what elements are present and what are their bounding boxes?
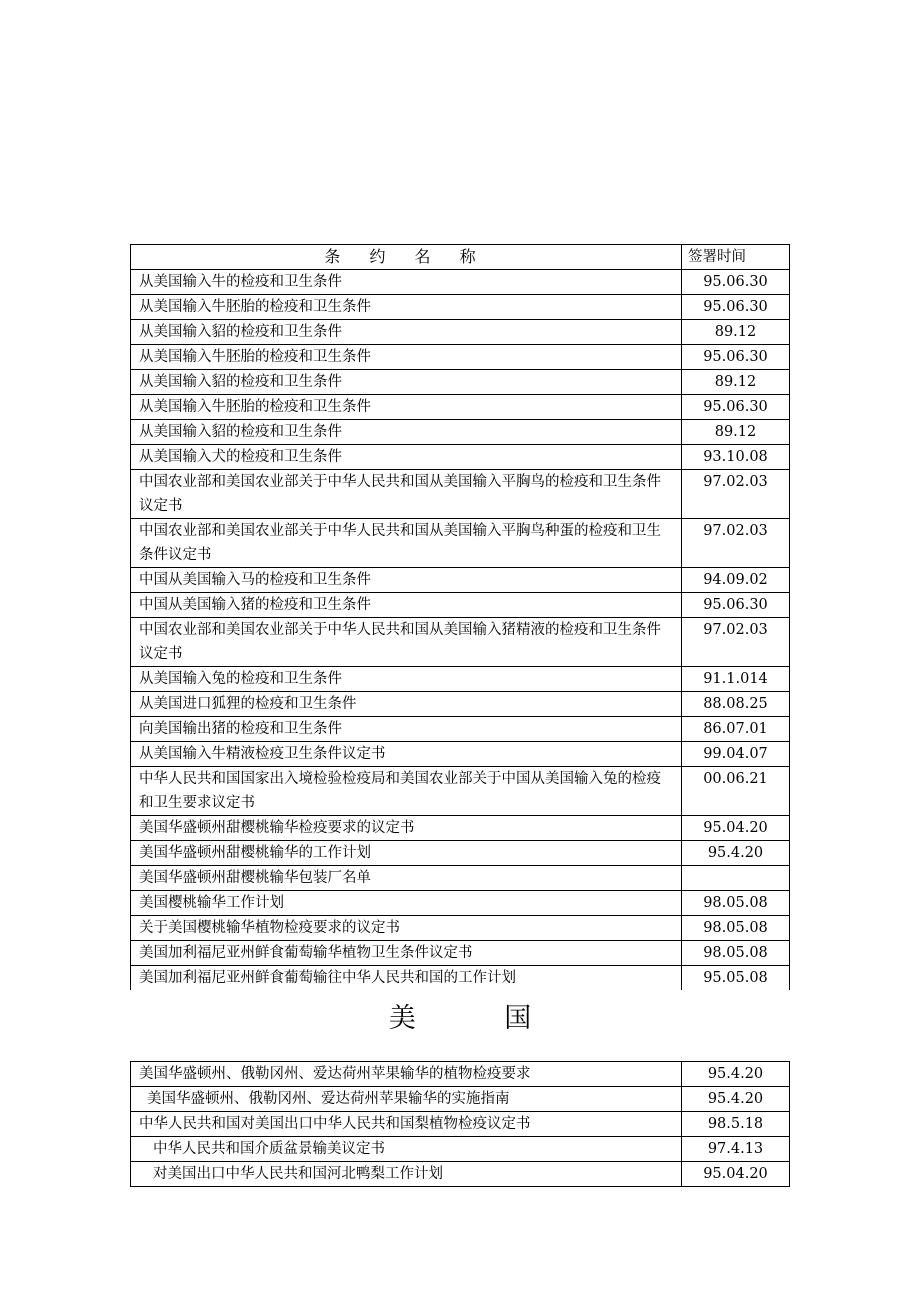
treaty-name-cell: 中华人民共和国介质盆景输美议定书 xyxy=(131,1137,682,1162)
table-row xyxy=(131,345,790,370)
signing-date-cell: 95.05.08 xyxy=(682,966,790,991)
table-row xyxy=(131,916,790,941)
table-row xyxy=(131,866,790,891)
table-row xyxy=(131,320,790,345)
table-row xyxy=(131,618,790,667)
table-row xyxy=(131,445,790,470)
signing-date-cell: 95.06.30 xyxy=(682,295,790,320)
signing-date-cell: 97.4.13 xyxy=(682,1137,790,1162)
signing-date-cell: 93.10.08 xyxy=(682,445,790,470)
signing-date-cell: 89.12 xyxy=(682,370,790,395)
treaty-table-1 xyxy=(130,244,790,990)
table-row xyxy=(131,816,790,841)
signing-date-cell: 89.12 xyxy=(682,420,790,445)
table-row xyxy=(131,1087,790,1112)
column-header-name: 条 约 名 称 xyxy=(131,245,682,270)
treaty-name-cell: 中华人民共和国国家出入境检验检疫局和美国农业部关于中国从美国输入兔的检疫和卫生要求议定书 xyxy=(131,767,682,816)
table-row xyxy=(131,370,790,395)
table-row xyxy=(131,519,790,568)
signing-date-cell: 95.06.30 xyxy=(682,270,790,295)
signing-date-cell: 95.4.20 xyxy=(682,1087,790,1112)
treaty-name-cell: 从美国输入牛胚胎的检疫和卫生条件 xyxy=(131,345,682,370)
treaty-name-cell: 从美国进口狐狸的检疫和卫生条件 xyxy=(131,692,682,717)
column-header-date: 签署时间 xyxy=(682,245,790,270)
treaty-name-cell: 美国华盛顿州、俄勒冈州、爱达荷州苹果输华的实施指南 xyxy=(131,1087,682,1112)
treaty-name-cell: 从美国输入貂的检疫和卫生条件 xyxy=(131,370,682,395)
table-row xyxy=(131,1162,790,1187)
treaty-name-cell: 中华人民共和国对美国出口中华人民共和国梨植物检疫议定书 xyxy=(131,1112,682,1137)
treaty-name-cell: 对美国出口中华人民共和国河北鸭梨工作计划 xyxy=(131,1162,682,1187)
table-row xyxy=(131,1137,790,1162)
table-row xyxy=(131,420,790,445)
table-row xyxy=(131,667,790,692)
signing-date-cell: 95.06.30 xyxy=(682,345,790,370)
signing-date-cell: 99.04.07 xyxy=(682,742,790,767)
table-row xyxy=(131,270,790,295)
treaty-name-cell: 从美国输入貂的检疫和卫生条件 xyxy=(131,320,682,345)
signing-date-cell: 00.06.21 xyxy=(682,767,790,816)
signing-date-cell: 97.02.03 xyxy=(682,470,790,519)
treaty-name-cell: 从美国输入牛精液检疫卫生条件议定书 xyxy=(131,742,682,767)
signing-date-cell: 86.07.01 xyxy=(682,717,790,742)
table-row xyxy=(131,1062,790,1087)
treaty-table-1-body xyxy=(131,245,790,991)
signing-date-cell: 91.1.014 xyxy=(682,667,790,692)
treaty-name-cell: 美国加利福尼亚州鲜食葡萄输华植物卫生条件议定书 xyxy=(131,941,682,966)
signing-date-cell: 98.5.18 xyxy=(682,1112,790,1137)
treaty-name-cell: 美国华盛顿州甜樱桃输华的工作计划 xyxy=(131,841,682,866)
treaty-table-2 xyxy=(130,1061,790,1187)
table-row xyxy=(131,1112,790,1137)
table-row xyxy=(131,717,790,742)
table-row xyxy=(131,470,790,519)
signing-date-cell: 98.05.08 xyxy=(682,916,790,941)
treaty-name-cell: 向美国输出猪的检疫和卫生条件 xyxy=(131,717,682,742)
signing-date-cell: 88.08.25 xyxy=(682,692,790,717)
treaty-name-cell: 中国从美国输入猪的检疫和卫生条件 xyxy=(131,593,682,618)
signing-date-cell: 95.4.20 xyxy=(682,841,790,866)
table-row xyxy=(131,966,790,991)
treaty-name-cell: 中国从美国输入马的检疫和卫生条件 xyxy=(131,568,682,593)
treaty-name-cell: 中国农业部和美国农业部关于中华人民共和国从美国输入猪精液的检疫和卫生条件议定书 xyxy=(131,618,682,667)
treaty-name-cell: 中国农业部和美国农业部关于中华人民共和国从美国输入平胸鸟的检疫和卫生条件议定书 xyxy=(131,470,682,519)
signing-date-cell: 95.4.20 xyxy=(682,1062,790,1087)
treaty-name-cell: 美国华盛顿州、俄勒冈州、爱达荷州苹果输华的植物检疫要求 xyxy=(131,1062,682,1087)
treaty-name-cell: 关于美国樱桃输华植物检疫要求的议定书 xyxy=(131,916,682,941)
signing-date-cell xyxy=(682,866,790,891)
signing-date-cell: 95.04.20 xyxy=(682,816,790,841)
signing-date-cell: 94.09.02 xyxy=(682,568,790,593)
treaty-name-cell: 从美国输入兔的检疫和卫生条件 xyxy=(131,667,682,692)
table-row xyxy=(131,295,790,320)
treaty-name-cell: 从美国输入牛胚胎的检疫和卫生条件 xyxy=(131,395,682,420)
treaty-name-cell: 美国加利福尼亚州鲜食葡萄输往中华人民共和国的工作计划 xyxy=(131,966,682,991)
treaty-name-cell: 从美国输入牛的检疫和卫生条件 xyxy=(131,270,682,295)
signing-date-cell: 97.02.03 xyxy=(682,519,790,568)
signing-date-cell: 97.02.03 xyxy=(682,618,790,667)
table-row xyxy=(131,593,790,618)
treaty-table-2-body xyxy=(131,1062,790,1187)
signing-date-cell: 98.05.08 xyxy=(682,941,790,966)
treaty-name-cell: 美国华盛顿州甜樱桃输华包装厂名单 xyxy=(131,866,682,891)
table-row xyxy=(131,742,790,767)
table-row xyxy=(131,568,790,593)
treaty-name-cell: 从美国输入牛胚胎的检疫和卫生条件 xyxy=(131,295,682,320)
signing-date-cell: 89.12 xyxy=(682,320,790,345)
signing-date-cell: 98.05.08 xyxy=(682,891,790,916)
treaty-name-cell: 美国樱桃输华工作计划 xyxy=(131,891,682,916)
treaty-name-cell: 中国农业部和美国农业部关于中华人民共和国从美国输入平胸鸟种蛋的检疫和卫生条件议定书 xyxy=(131,519,682,568)
table-row xyxy=(131,767,790,816)
treaty-name-cell: 从美国输入貂的检疫和卫生条件 xyxy=(131,420,682,445)
signing-date-cell: 95.04.20 xyxy=(682,1162,790,1187)
table-row xyxy=(131,941,790,966)
table-header-row xyxy=(131,245,790,270)
section-heading: 美 国 xyxy=(388,1003,572,1034)
table-row xyxy=(131,692,790,717)
treaty-name-cell: 美国华盛顿州甜樱桃输华检疫要求的议定书 xyxy=(131,816,682,841)
treaty-name-cell: 从美国输入犬的检疫和卫生条件 xyxy=(131,445,682,470)
table-row xyxy=(131,395,790,420)
signing-date-cell: 95.06.30 xyxy=(682,593,790,618)
signing-date-cell: 95.06.30 xyxy=(682,395,790,420)
table-row xyxy=(131,891,790,916)
table-row xyxy=(131,841,790,866)
